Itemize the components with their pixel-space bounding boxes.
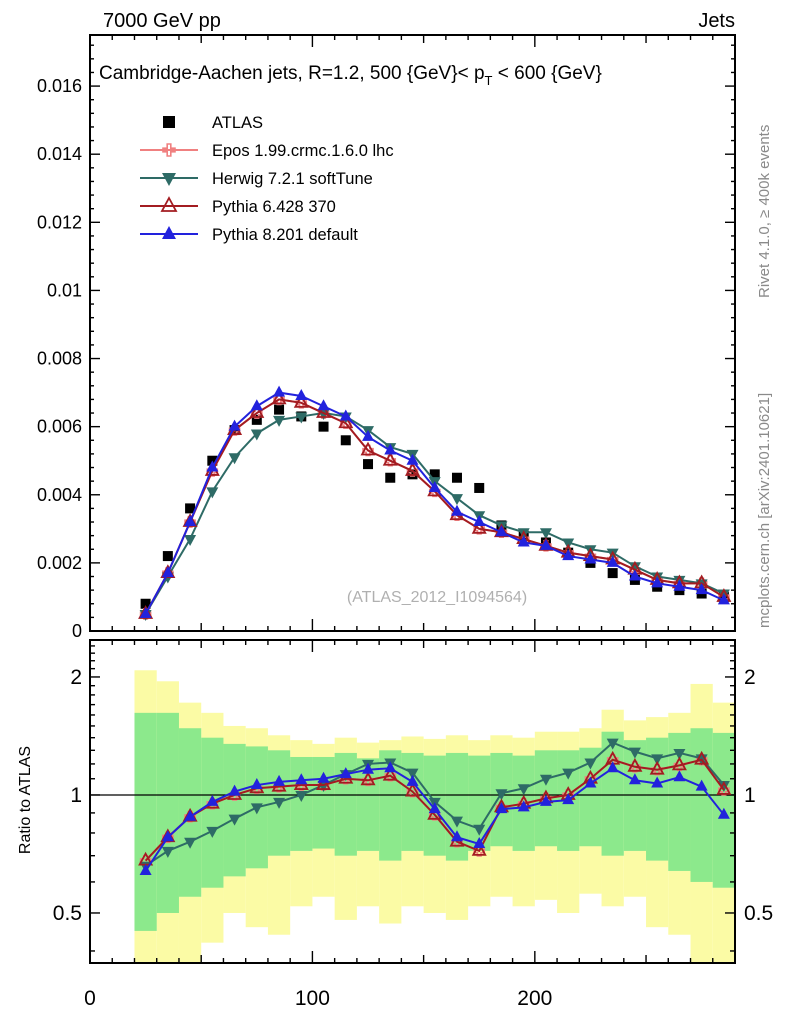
x-tick-label: 0 [84, 987, 96, 1010]
main-y-tick-label: 0.004 [36, 484, 82, 505]
legend-item-atlas [163, 114, 263, 132]
legend-label: Epos 1.99.crmc.1.6.0 lhc [212, 142, 394, 160]
ratio-axis-label: Ratio to ATLAS [17, 745, 34, 855]
x-tick-label: 100 [294, 987, 330, 1010]
legend-item-pythia-8-201-default [140, 226, 358, 244]
series-pythia-8-201-default [140, 386, 730, 618]
rivet-version-note: Rivet 4.1.0, ≥ 400k events [756, 124, 773, 298]
legend-label: Pythia 8.201 default [212, 226, 358, 244]
plot-title: Cambridge-Aachen jets, R=1.2, 500 $\{GeV\}< p_T < 600$ {GeV} [99, 63, 602, 88]
ratio-y-tick-label-right: 0.5 [744, 901, 774, 925]
main-y-tick-label: 0.012 [36, 212, 82, 233]
main-y-tick-label: 0.014 [36, 144, 82, 165]
x-tick-label: 200 [517, 987, 553, 1010]
main-y-tick-label: 0.01 [46, 280, 82, 301]
main-y-tick-label: 0.006 [36, 416, 82, 437]
main-y-tick-label: 0 [71, 621, 82, 641]
beam-header: 7000 GeV pp [103, 10, 221, 32]
mcplots-arxiv-note: mcplots.cern.ch [arXiv:2401.10621] [756, 392, 773, 628]
ratio-y-tick-label: 1 [70, 783, 82, 807]
legend-item-pythia-6-428-370 [140, 198, 336, 216]
main-series [140, 386, 730, 621]
ratio-y-tick-label-right: 2 [744, 665, 756, 689]
main-panel-frame [90, 35, 735, 631]
legend-label: Pythia 6.428 370 [212, 198, 336, 216]
ratio-y-tick-label: 2 [70, 665, 82, 689]
legend-item-herwig-7-2-1-softtune [140, 170, 373, 188]
main-y-tick-label: 0.008 [36, 348, 82, 369]
ratio-y-tick-label-right: 1 [744, 783, 756, 807]
legend [140, 114, 394, 244]
ratio-y-tick-label: 0.5 [52, 901, 82, 925]
legend-item-epos-1-99-crmc-1-6-0-lhc [140, 142, 394, 160]
series-epos-1-99-crmc-1-6-0-lhc [141, 394, 729, 619]
watermark-analysis-id: (ATLAS_2012_I1094564) [346, 589, 528, 606]
legend-label: ATLAS [212, 114, 264, 132]
main-y-tick-label: 0.016 [36, 76, 82, 97]
legend-label: Herwig 7.2.1 softTune [212, 170, 373, 188]
series-pythia-6-428-370 [140, 392, 730, 618]
main-y-tick-label: 0.002 [36, 552, 82, 573]
analysis-header: Jets [698, 10, 735, 32]
